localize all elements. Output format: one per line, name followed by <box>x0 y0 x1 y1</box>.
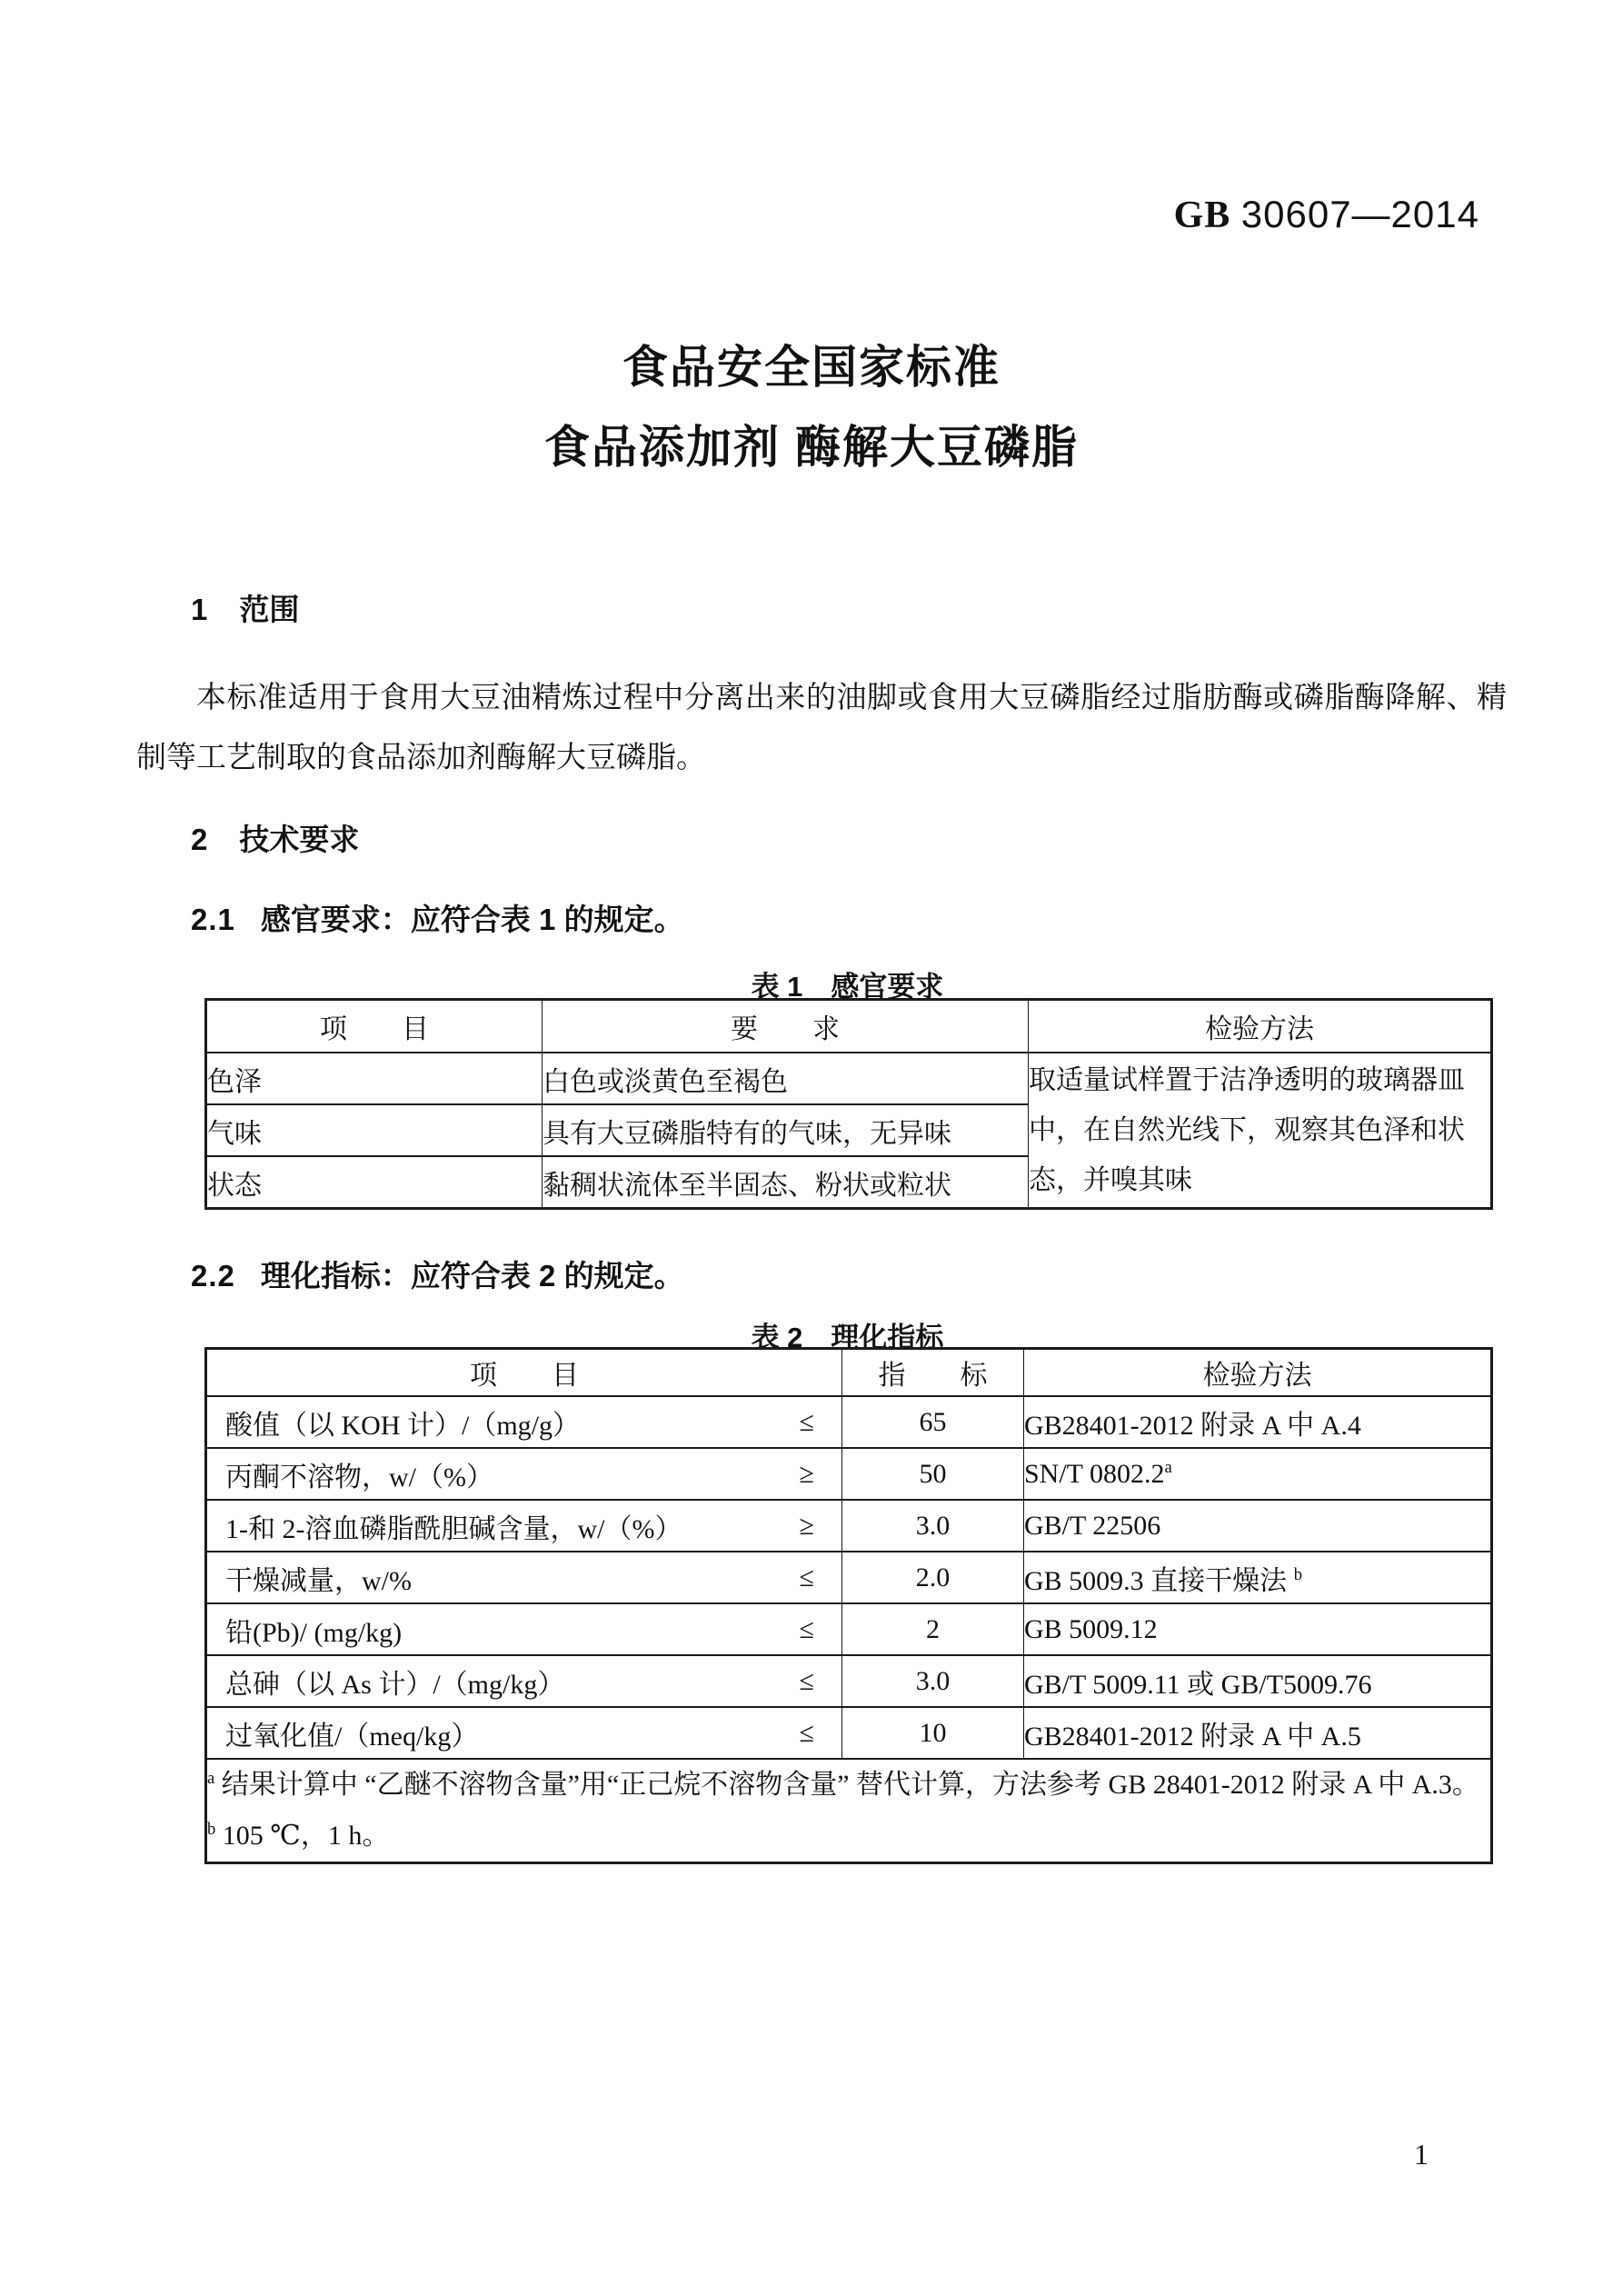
table-row <box>206 1603 1492 1655</box>
table-row <box>206 1707 1492 1759</box>
t1-item: 状态 <box>206 1156 543 1209</box>
document-subtitle: 食品添加剂 酶解大豆磷脂 <box>544 422 1079 473</box>
t2-item: 1-和 2-溶血磷脂酰胆碱含量，w/（%） <box>225 1513 682 1544</box>
table-row <box>206 1053 1492 1104</box>
standard-code: 30607—2014 <box>1240 193 1479 235</box>
t2-method: GB28401-2012 附录 A 中 A.5 <box>1024 1721 1361 1752</box>
table-2-caption: 表 2 理化指标 <box>751 1322 944 1353</box>
t2-item: 过氧化值/（meq/kg） <box>225 1721 479 1752</box>
table-header-row <box>206 1349 1492 1397</box>
scope-paragraph: 本标准适用于食用大豆油精炼过程中分离出来的油脚或食用大豆磷脂经过脂肪酶或磷脂酶降解、精制等工艺制取的食品添加剂酶解大豆磷脂。 <box>136 682 1507 774</box>
table-row <box>206 1655 1492 1707</box>
relation-symbol: ≥ <box>799 1510 814 1541</box>
footnote-a <box>207 1760 1490 1811</box>
t2-item: 丙酮不溶物，w/（%） <box>225 1462 493 1492</box>
footnote-b-text: 105 ℃，1 h。 <box>215 1821 390 1851</box>
section-2-heading <box>191 816 359 859</box>
t2-method: SN/T 0802.2 <box>1024 1458 1165 1489</box>
section-2-1-text: 感官要求：应符合表 1 的规定。 <box>260 903 684 936</box>
table-1-caption: 表 1 感官要求 <box>751 971 944 1003</box>
t2-method: GB28401-2012 附录 A 中 A.4 <box>1024 1410 1361 1441</box>
t1-item: 气味 <box>206 1104 543 1156</box>
section-2-title: 技术要求 <box>239 823 360 856</box>
relation-symbol: ≤ <box>799 1406 814 1437</box>
footnote-a-text: 结果计算中 “乙醚不溶物含量”用“正己烷不溶物含量” 替代计算，方法参考 GB 28401-2012 附录 A 中 A.3。 <box>214 1770 1479 1800</box>
footnote-b <box>207 1811 1490 1862</box>
t2-method: GB/T 22506 <box>1024 1510 1161 1541</box>
t2-method: GB/T 5009.11 或 GB/T5009.76 <box>1024 1669 1372 1700</box>
section-2-2-number: 2.2 <box>191 1259 235 1293</box>
table-row <box>206 1500 1492 1552</box>
t2-method: GB 5009.3 直接干燥法 <box>1024 1565 1294 1596</box>
t1-item: 色泽 <box>206 1053 543 1104</box>
section-2-2-text: 理化指标：应符合表 2 的规定。 <box>260 1259 684 1293</box>
section-1-number: 1 <box>191 593 209 626</box>
t1-requirement: 白色或淡黄色至褐色 <box>543 1053 1029 1104</box>
t2-value: 50 <box>842 1448 1024 1500</box>
t2-item: 铅(Pb)/ (mg/kg) <box>225 1617 403 1648</box>
t2-header-item: 项 目 <box>206 1349 842 1397</box>
document-title: 食品安全国家标准 <box>622 342 1001 393</box>
t2-value: 2 <box>842 1603 1024 1655</box>
table-header-row <box>206 1000 1492 1053</box>
t2-method: GB 5009.12 <box>1024 1613 1158 1644</box>
relation-symbol: ≤ <box>799 1562 814 1592</box>
t2-header-method: 检验方法 <box>1024 1349 1492 1397</box>
t2-value: 10 <box>842 1707 1024 1759</box>
sensory-requirements-table <box>204 998 1493 1210</box>
t1-requirement: 具有大豆磷脂特有的气味，无异味 <box>543 1104 1029 1156</box>
physicochemical-indicators-table <box>204 1347 1493 1864</box>
t2-value: 65 <box>842 1396 1024 1448</box>
section-2-number: 2 <box>191 823 209 856</box>
t2-item: 酸值（以 KOH 计）/（mg/g） <box>225 1410 580 1441</box>
footnote-a-mark: a <box>207 1769 215 1788</box>
table-row <box>206 1552 1492 1603</box>
table-row <box>206 1448 1492 1500</box>
section-2-2-heading <box>191 1253 684 1295</box>
t2-method-superscript: b <box>1293 1564 1302 1584</box>
t2-method-superscript: a <box>1164 1457 1172 1477</box>
t1-requirement: 黏稠状流体至半固态、粉状或粒状 <box>543 1156 1029 1209</box>
relation-symbol: ≥ <box>799 1458 814 1489</box>
footnote-b-mark: b <box>207 1820 216 1839</box>
footnote-row <box>206 1759 1492 1863</box>
t1-header-requirement: 要 求 <box>543 1000 1029 1053</box>
t2-item: 总砷（以 As 计）/（mg/kg） <box>225 1669 565 1700</box>
section-2-1-heading <box>191 896 684 939</box>
relation-symbol: ≤ <box>799 1613 814 1644</box>
t1-method-merged: 取适量试样置于洁净透明的玻璃器皿中，在自然光线下，观察其色泽和状态，并嗅其味 <box>1029 1053 1492 1209</box>
relation-symbol: ≤ <box>799 1665 814 1696</box>
section-1-heading <box>191 586 299 629</box>
t2-header-indicator: 指 标 <box>842 1349 1024 1397</box>
page-number: 1 <box>1414 2138 1429 2171</box>
standard-prefix: GB <box>1173 195 1231 236</box>
t2-value: 3.0 <box>842 1500 1024 1552</box>
section-2-1-number: 2.1 <box>191 903 235 936</box>
t1-header-method: 检验方法 <box>1029 1000 1492 1053</box>
section-1-title: 范围 <box>239 593 300 626</box>
t2-value: 3.0 <box>842 1655 1024 1707</box>
standard-number <box>1174 193 1479 237</box>
t1-header-item: 项 目 <box>206 1000 543 1053</box>
t2-value: 2.0 <box>842 1552 1024 1603</box>
relation-symbol: ≤ <box>799 1717 814 1748</box>
t2-item: 干燥减量，w/% <box>225 1565 412 1596</box>
table-row <box>206 1396 1492 1448</box>
